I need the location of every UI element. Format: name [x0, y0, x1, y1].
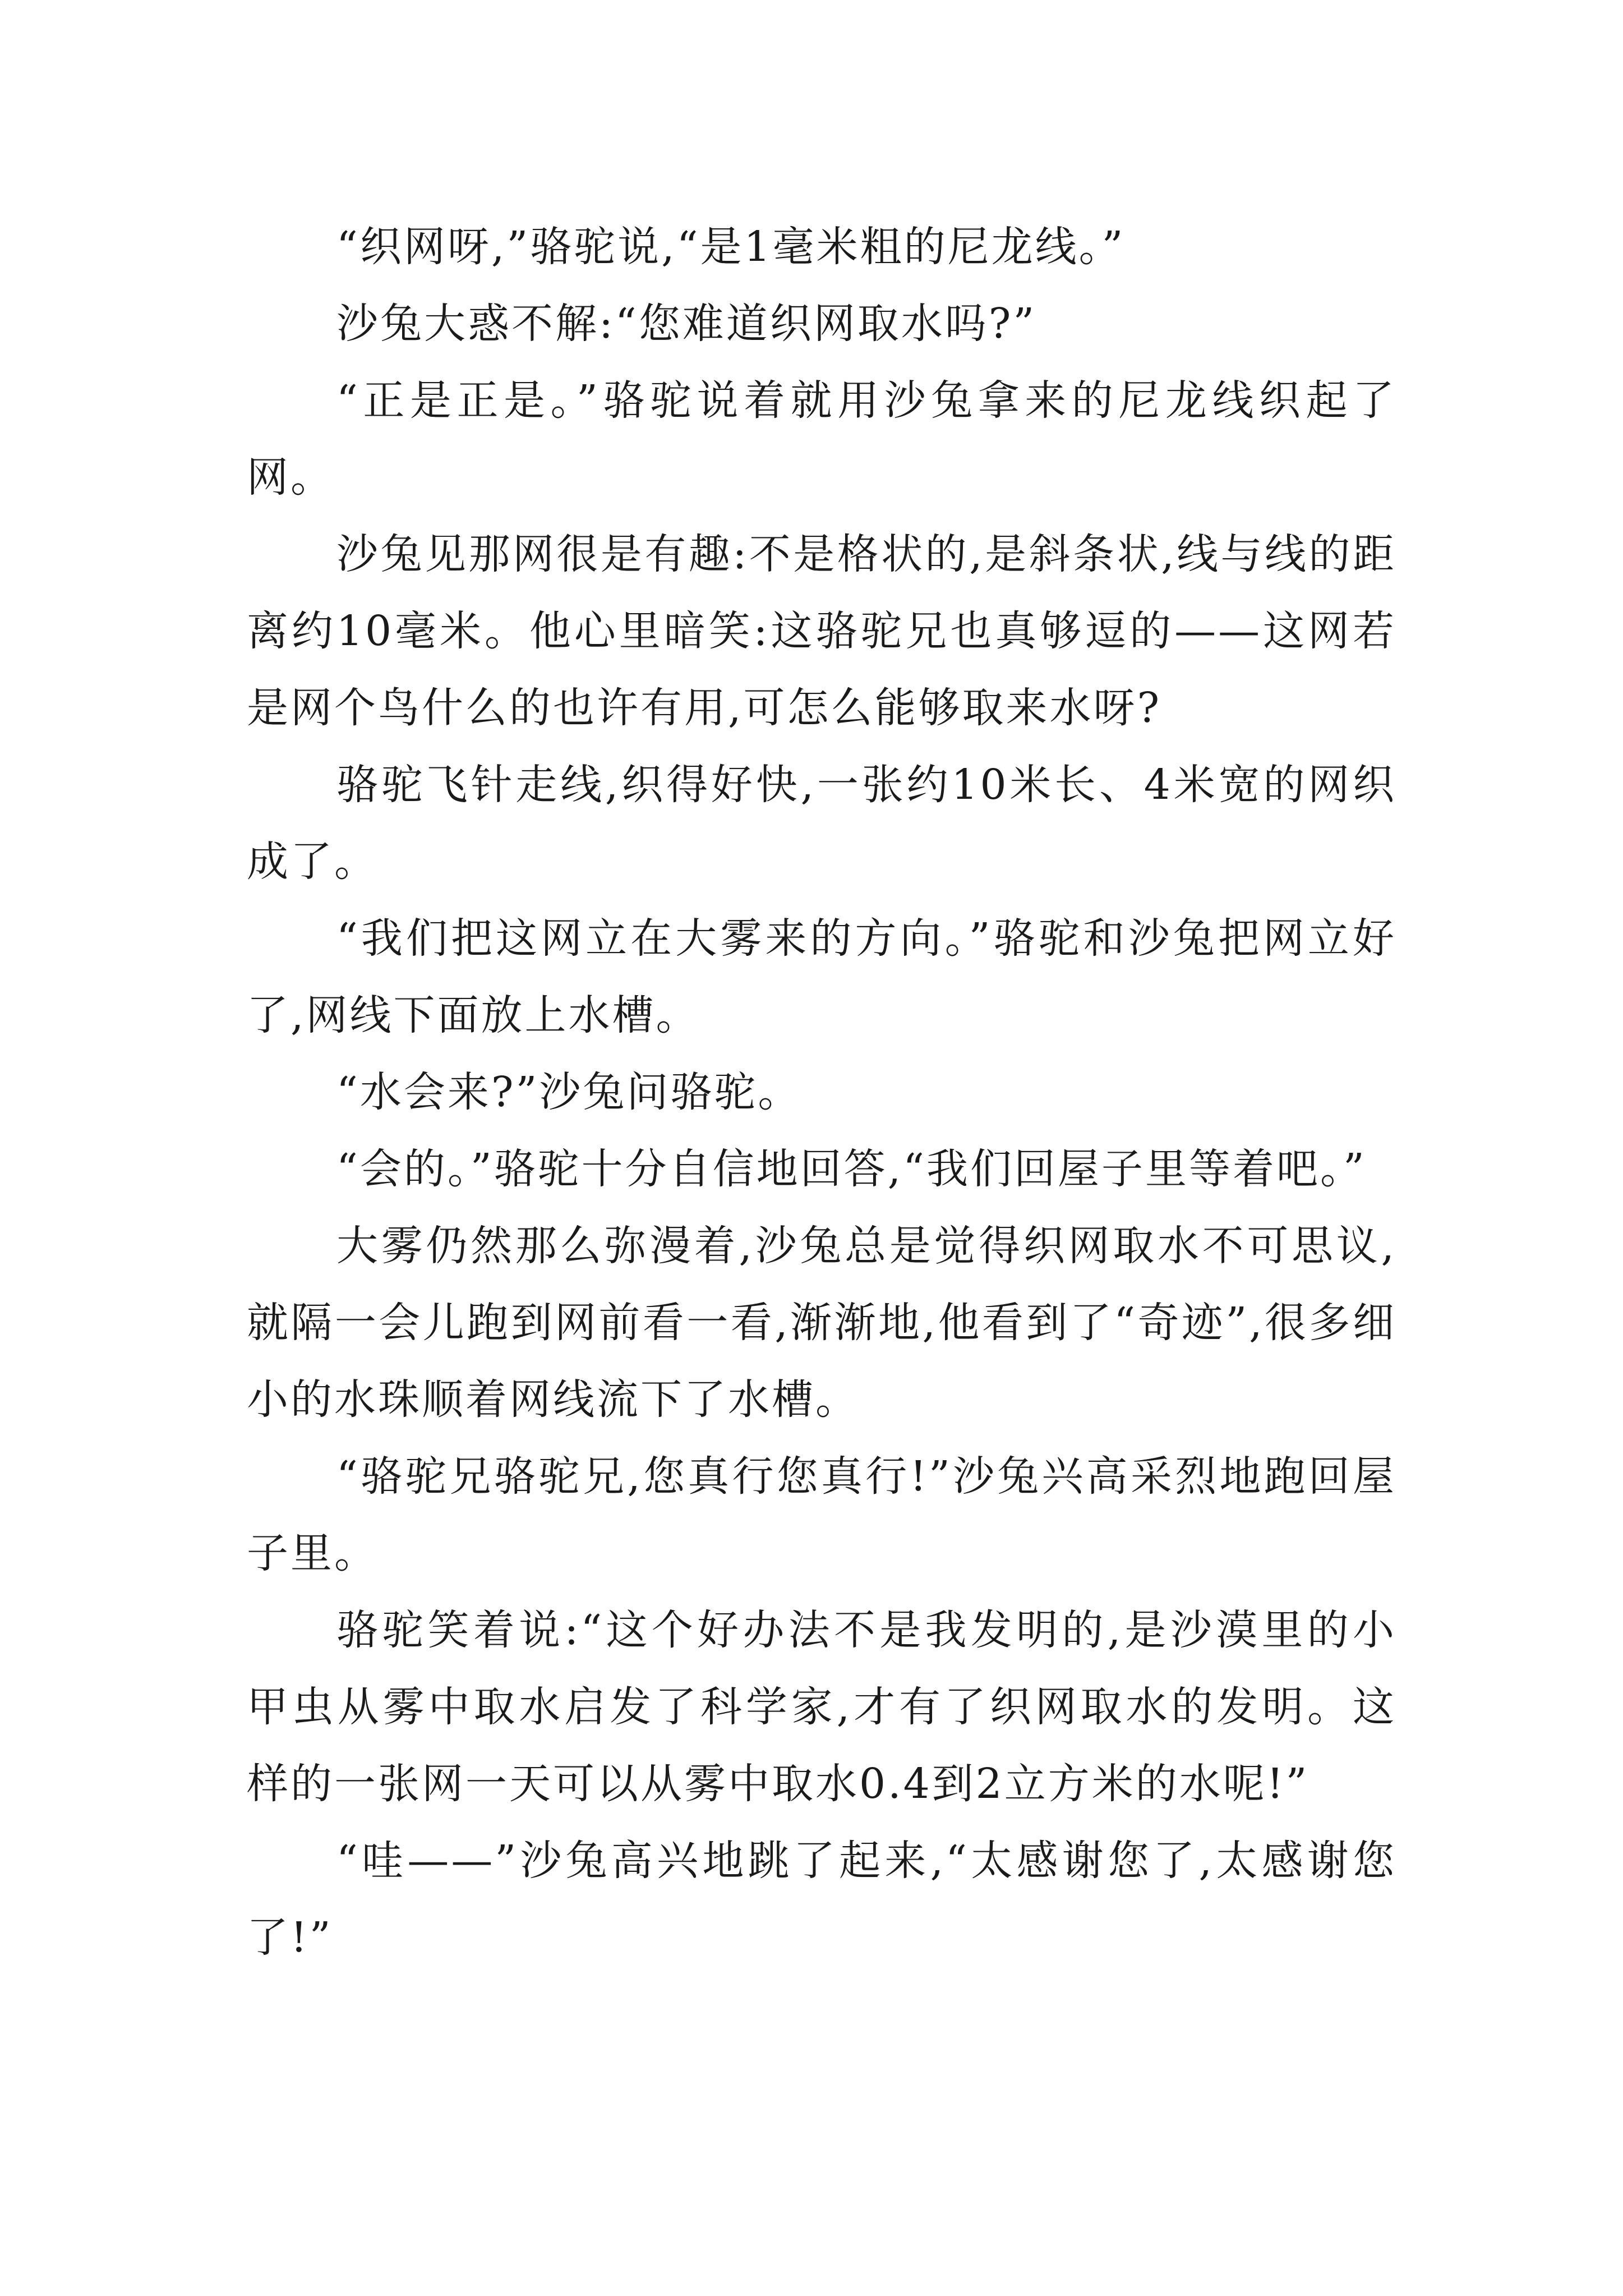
story-text: [247, 209, 1396, 1976]
paragraph-5: 骆驼飞针走线,织得好快,一张约10米长、4米宽的网织成了。: [247, 761, 1396, 886]
paragraph-7: “水会来?”沙兔问骆驼。: [336, 1068, 802, 1116]
paragraph-2: 沙兔大惑不解:“您难道织网取水吗?”: [336, 300, 1037, 348]
paragraph-11: 骆驼笑着说:“这个好办法不是我发明的,是沙漠里的小甲虫从雾中取水启发了科学家,才有了织网取水的发明。这样的一张网一天可以从雾中取水0.4到2立方米的水呢!”: [247, 1606, 1396, 1808]
paragraph-4: 沙兔见那网很是有趣:不是格状的,是斜条状,线与线的距离约10毫米。他心里暗笑:这骆驼兄也真够逗的——这网若是网个鸟什么的也许有用,可怎么能够取来水呀?: [247, 530, 1396, 732]
paragraph-8: “会的。”骆驼十分自信地回答,“我们回屋子里等着吧。”: [336, 1145, 1367, 1193]
paragraph-3: “正是正是。”骆驼说着就用沙兔拿来的尼龙线织起了网。: [247, 376, 1396, 501]
paragraph-12: “哇——”沙兔高兴地跳了起来,“太感谢您了,太感谢您了!”: [247, 1837, 1396, 1962]
paragraph-6: “我们把这网立在大雾来的方向。”骆驼和沙兔把网立好了,网线下面放上水槽。: [247, 914, 1396, 1039]
paragraph-1: “织网呀,”骆驼说,“是1毫米粗的尼龙线。”: [336, 223, 1126, 271]
paragraph-9: 大雾仍然那么弥漫着,沙兔总是觉得织网取水不可思议,就隔一会儿跑到网前看一看,渐渐地,他看到了“奇迹”,很多细小的水珠顺着网线流下了水槽。: [247, 1222, 1396, 1424]
paragraph-10: “骆驼兄骆驼兄,您真行您真行!”沙兔兴高采烈地跑回屋子里。: [247, 1452, 1396, 1577]
